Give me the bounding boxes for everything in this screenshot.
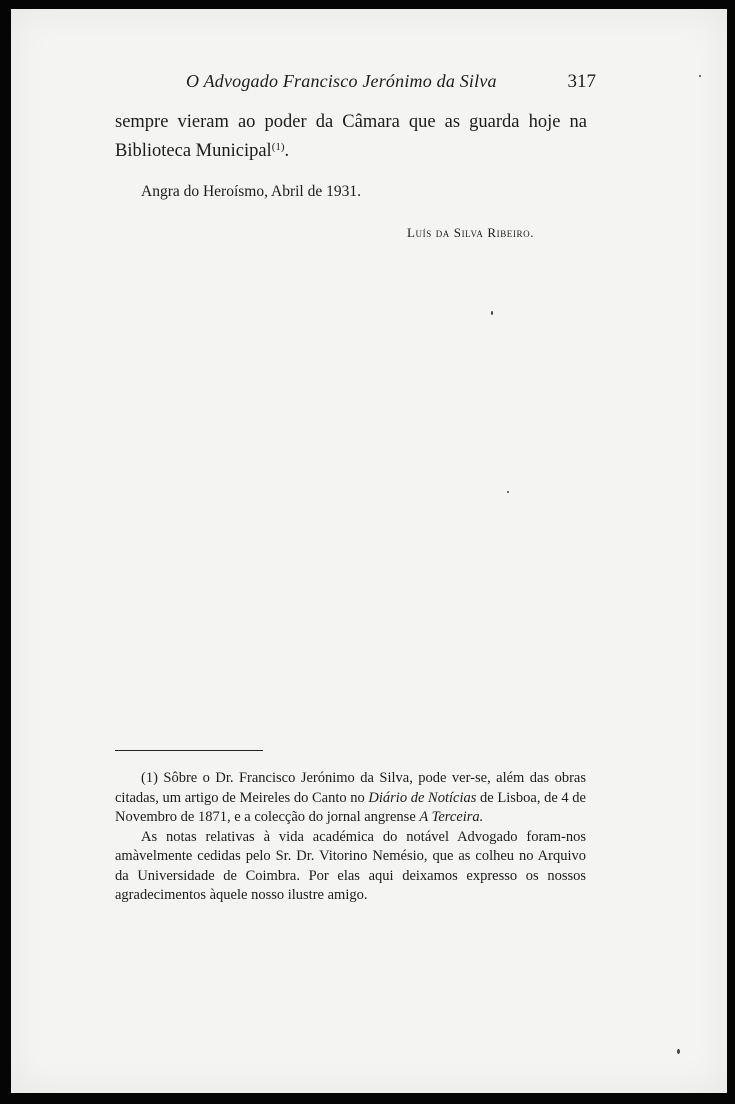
body-paragraph xyxy=(115,110,587,164)
paper-speck xyxy=(507,491,509,493)
body-paragraph-text: sempre vieram ao poder da Câmara que as guarda hoje na Biblioteca Municipal xyxy=(115,112,587,161)
paper-speck xyxy=(491,311,493,315)
book-page xyxy=(11,9,727,1093)
footnote-1-text-b: de Lisboa, de 4 de Novembro de 1871, e a colecção do jornal angrense xyxy=(115,789,586,825)
running-title: O Advogado Francisco Jerónimo da Silva xyxy=(186,71,497,91)
author-signature: Luís da Silva Ribeiro. xyxy=(407,225,535,240)
footnotes-section xyxy=(115,769,586,906)
footnote-1 xyxy=(115,769,586,828)
dateline: Angra do Heroísmo, Abril de 1931. xyxy=(141,183,361,200)
page-number: 317 xyxy=(567,71,596,92)
footnote-1-italic-newspaper: Diário de Notícias xyxy=(368,789,477,806)
footnote-1-text-a: Sôbre o Dr. Francisco Jerónimo da Silva, pode ver-se, além das obras citadas, um artigo de Meireles do Canto no xyxy=(115,770,586,806)
page-header xyxy=(176,71,596,95)
paper-speck xyxy=(699,75,701,77)
footnote-1-italic-journal: A Terceira. xyxy=(419,809,484,825)
footnote-1-marker: (1) xyxy=(141,770,158,786)
footnote-reference: (1) xyxy=(271,141,285,153)
body-paragraph-end: . xyxy=(284,141,290,161)
footnote-continuation: As notas relativas à vida académica do notável Advogado foram-nos amàvelmente cedidas pelo Sr. Dr. Vitorino Nemésio, que as colheu no Arquivo da Universidade de Coimbra. Por elas aqui deixamos expresso os nossos agradecimentos àquele nosso ilustre amigo. xyxy=(115,828,586,903)
footnote-divider xyxy=(115,750,263,751)
paper-speck xyxy=(677,1049,680,1054)
